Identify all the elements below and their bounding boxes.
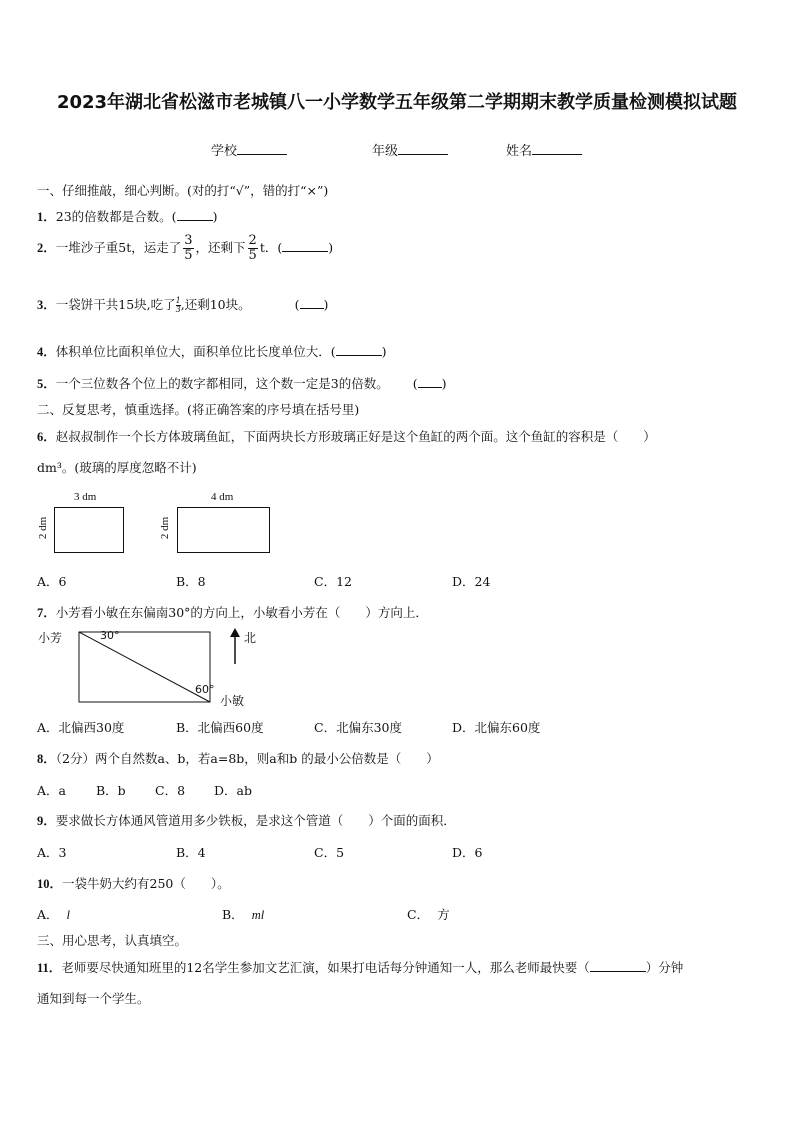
q10-option-c-value: 方 xyxy=(437,907,450,922)
direction-diagram xyxy=(76,628,216,708)
question-2 xyxy=(37,234,333,263)
q10-option-c-prefix: C． xyxy=(407,907,430,922)
q6-number: 6． xyxy=(37,430,56,444)
q5-text: 一个三位数各个位上的数字都相同，这个数一定是3的倍数。 xyxy=(55,376,389,391)
q10-option-b-prefix: B． xyxy=(222,907,244,922)
grade-field xyxy=(372,140,448,159)
q11-answer-blank xyxy=(590,959,646,972)
question-9 xyxy=(37,811,456,829)
label-xiaofang: 小芳 xyxy=(38,631,63,645)
q6-option-a: A．6 xyxy=(37,574,67,589)
q9-option-a: A．3 xyxy=(37,845,67,860)
name-label: 姓名 xyxy=(506,144,533,159)
q7-option-d: D．北偏东60度 xyxy=(452,720,541,735)
section-1-heading: 一、仔细推敲，细心判断。(对的打“√”，错的打“×”) xyxy=(37,183,329,198)
q8-text: （2分）两个自然数a、b，若a=8b，则a和b 的最小公倍数是（ ） xyxy=(55,751,439,766)
q7-number: 7． xyxy=(37,606,56,620)
q6-text: 赵叔叔制作一个长方体玻璃鱼缸，下面两块长方形玻璃正好是这个鱼缸的两个面。这个鱼缸的容积是（ ） xyxy=(55,429,656,444)
q6-option-b: B．8 xyxy=(176,574,206,589)
q2-text-a: 一堆沙子重5t，运走了 xyxy=(55,240,182,255)
q7-option-a: A．北偏西30度 xyxy=(37,720,125,735)
q7-option-b: B．北偏西60度 xyxy=(176,720,264,735)
q2-fraction-1 xyxy=(183,234,193,263)
grade-label: 年级 xyxy=(372,144,399,159)
q5-open: ( xyxy=(412,376,418,391)
north-label: 北 xyxy=(244,631,257,645)
question-3 xyxy=(37,295,328,314)
question-7 xyxy=(37,603,428,621)
q8-number: 8． xyxy=(37,752,56,766)
question-11 xyxy=(37,958,683,976)
school-blank xyxy=(237,142,287,155)
q11-text-a: 老师要尽快通知班里的12名学生参加文艺汇演，如果打电话每分钟通知一人，那么老师最快要（ xyxy=(61,960,590,975)
q1-text: 23的倍数都是合数。( xyxy=(55,209,177,224)
q3-text-b: ,还剩10块。 xyxy=(180,297,251,312)
q3-open: ( xyxy=(294,297,300,312)
q2-fraction-2 xyxy=(248,234,258,263)
name-field xyxy=(506,140,582,159)
q9-text: 要求做长方体通风管道用多少铁板，是求这个管道（ ）个面的面积． xyxy=(55,813,456,828)
q3-answer-blank xyxy=(300,296,324,309)
question-11-line-2: 通知到每一个学生。 xyxy=(37,991,150,1006)
q3-frac-denominator: 3 xyxy=(175,305,181,314)
angle-30-label: 30° xyxy=(100,629,120,642)
q4-answer-blank xyxy=(336,343,382,356)
name-blank xyxy=(532,142,582,155)
q8-option-a: A．a xyxy=(37,783,66,798)
north-arrow-icon xyxy=(228,628,242,666)
rect-2-side-label: 2 dm xyxy=(159,516,172,540)
q10-option-b xyxy=(222,905,264,923)
grade-blank xyxy=(398,142,448,155)
diagram-diagonal xyxy=(79,632,210,702)
question-1 xyxy=(37,207,217,225)
q2-frac2-denominator: 5 xyxy=(248,248,257,263)
label-xiaomin: 小敏 xyxy=(220,694,245,708)
q2-text-c: t．( xyxy=(259,240,283,255)
q10-number: 10． xyxy=(37,877,63,891)
q2-frac2-numerator: 2 xyxy=(248,233,257,248)
q11-number: 11． xyxy=(37,961,62,975)
q10-option-a xyxy=(37,905,70,923)
q9-number: 9． xyxy=(37,814,56,828)
glass-rectangle-2 xyxy=(177,507,270,553)
question-10 xyxy=(37,874,230,892)
q3-frac-numerator: 1 xyxy=(175,296,181,305)
q10-option-b-value: ml xyxy=(251,908,265,922)
q7-option-c: C．北偏东30度 xyxy=(314,720,402,735)
q3-close: ) xyxy=(323,297,329,312)
q5-number: 5． xyxy=(37,377,56,391)
glass-rectangle-1 xyxy=(54,507,124,553)
question-4 xyxy=(37,342,387,360)
q8-option-b: B．b xyxy=(96,783,126,798)
q4-number: 4． xyxy=(37,345,56,359)
q5-close: ) xyxy=(441,376,447,391)
rect-1-top-label: 3 dm xyxy=(74,491,97,503)
school-label: 学校 xyxy=(211,144,238,159)
q6-option-d: D．24 xyxy=(452,574,491,589)
q3-number: 3． xyxy=(37,298,56,312)
q2-close: ) xyxy=(328,240,334,255)
section-3-heading: 三、用心思考，认真填空。 xyxy=(37,933,188,948)
q10-option-c xyxy=(407,905,450,923)
exam-title: 2023年湖北省松滋市老城镇八一小学数学五年级第二学期期末教学质量检测模拟试题 xyxy=(56,92,738,113)
q10-option-a-prefix: A． xyxy=(37,907,59,922)
q2-frac1-denominator: 5 xyxy=(184,248,193,263)
angle-60-label: 60° xyxy=(195,683,215,696)
section-2-heading: 二、反复思考，慎重选择。(将正确答案的序号填在括号里) xyxy=(37,402,360,417)
q2-text-b: ，还剩下 xyxy=(195,240,246,255)
question-6 xyxy=(37,427,656,445)
q8-option-d: D．ab xyxy=(214,783,252,798)
q11-text-b: ）分钟 xyxy=(645,960,684,975)
question-5 xyxy=(37,374,447,392)
q4-text: 体积单位比面积单位大，面积单位比长度单位大．( xyxy=(55,344,336,359)
q9-option-b: B．4 xyxy=(176,845,206,860)
q10-text: 一袋牛奶大约有250（ ）。 xyxy=(62,876,230,891)
rect-2-top-label: 4 dm xyxy=(211,491,234,503)
rect-1-side-label: 2 dm xyxy=(37,516,50,540)
q6-option-c: C．12 xyxy=(314,574,352,589)
q1-number: 1． xyxy=(37,210,56,224)
q1-answer-blank xyxy=(177,208,213,221)
question-8 xyxy=(37,749,439,767)
q3-text-a: 一袋饼干共15块,吃了 xyxy=(55,297,176,312)
school-field xyxy=(211,140,287,159)
q7-text: 小芳看小敏在东偏南30°的方向上，小敏看小芳在（ ）方向上． xyxy=(55,605,428,620)
q9-option-d: D．6 xyxy=(452,845,483,860)
q2-number: 2． xyxy=(37,241,56,255)
q1-close: ) xyxy=(212,209,218,224)
q5-answer-blank xyxy=(418,375,442,388)
q2-answer-blank xyxy=(282,239,328,252)
q10-option-a-value: l xyxy=(66,908,71,922)
q4-close: ) xyxy=(381,344,387,359)
q9-option-c: C．5 xyxy=(314,845,345,860)
question-6-line-2: dm³。(玻璃的厚度忽略不计) xyxy=(37,460,197,475)
q8-option-c: C．8 xyxy=(155,783,186,798)
q2-frac1-numerator: 3 xyxy=(184,233,193,248)
